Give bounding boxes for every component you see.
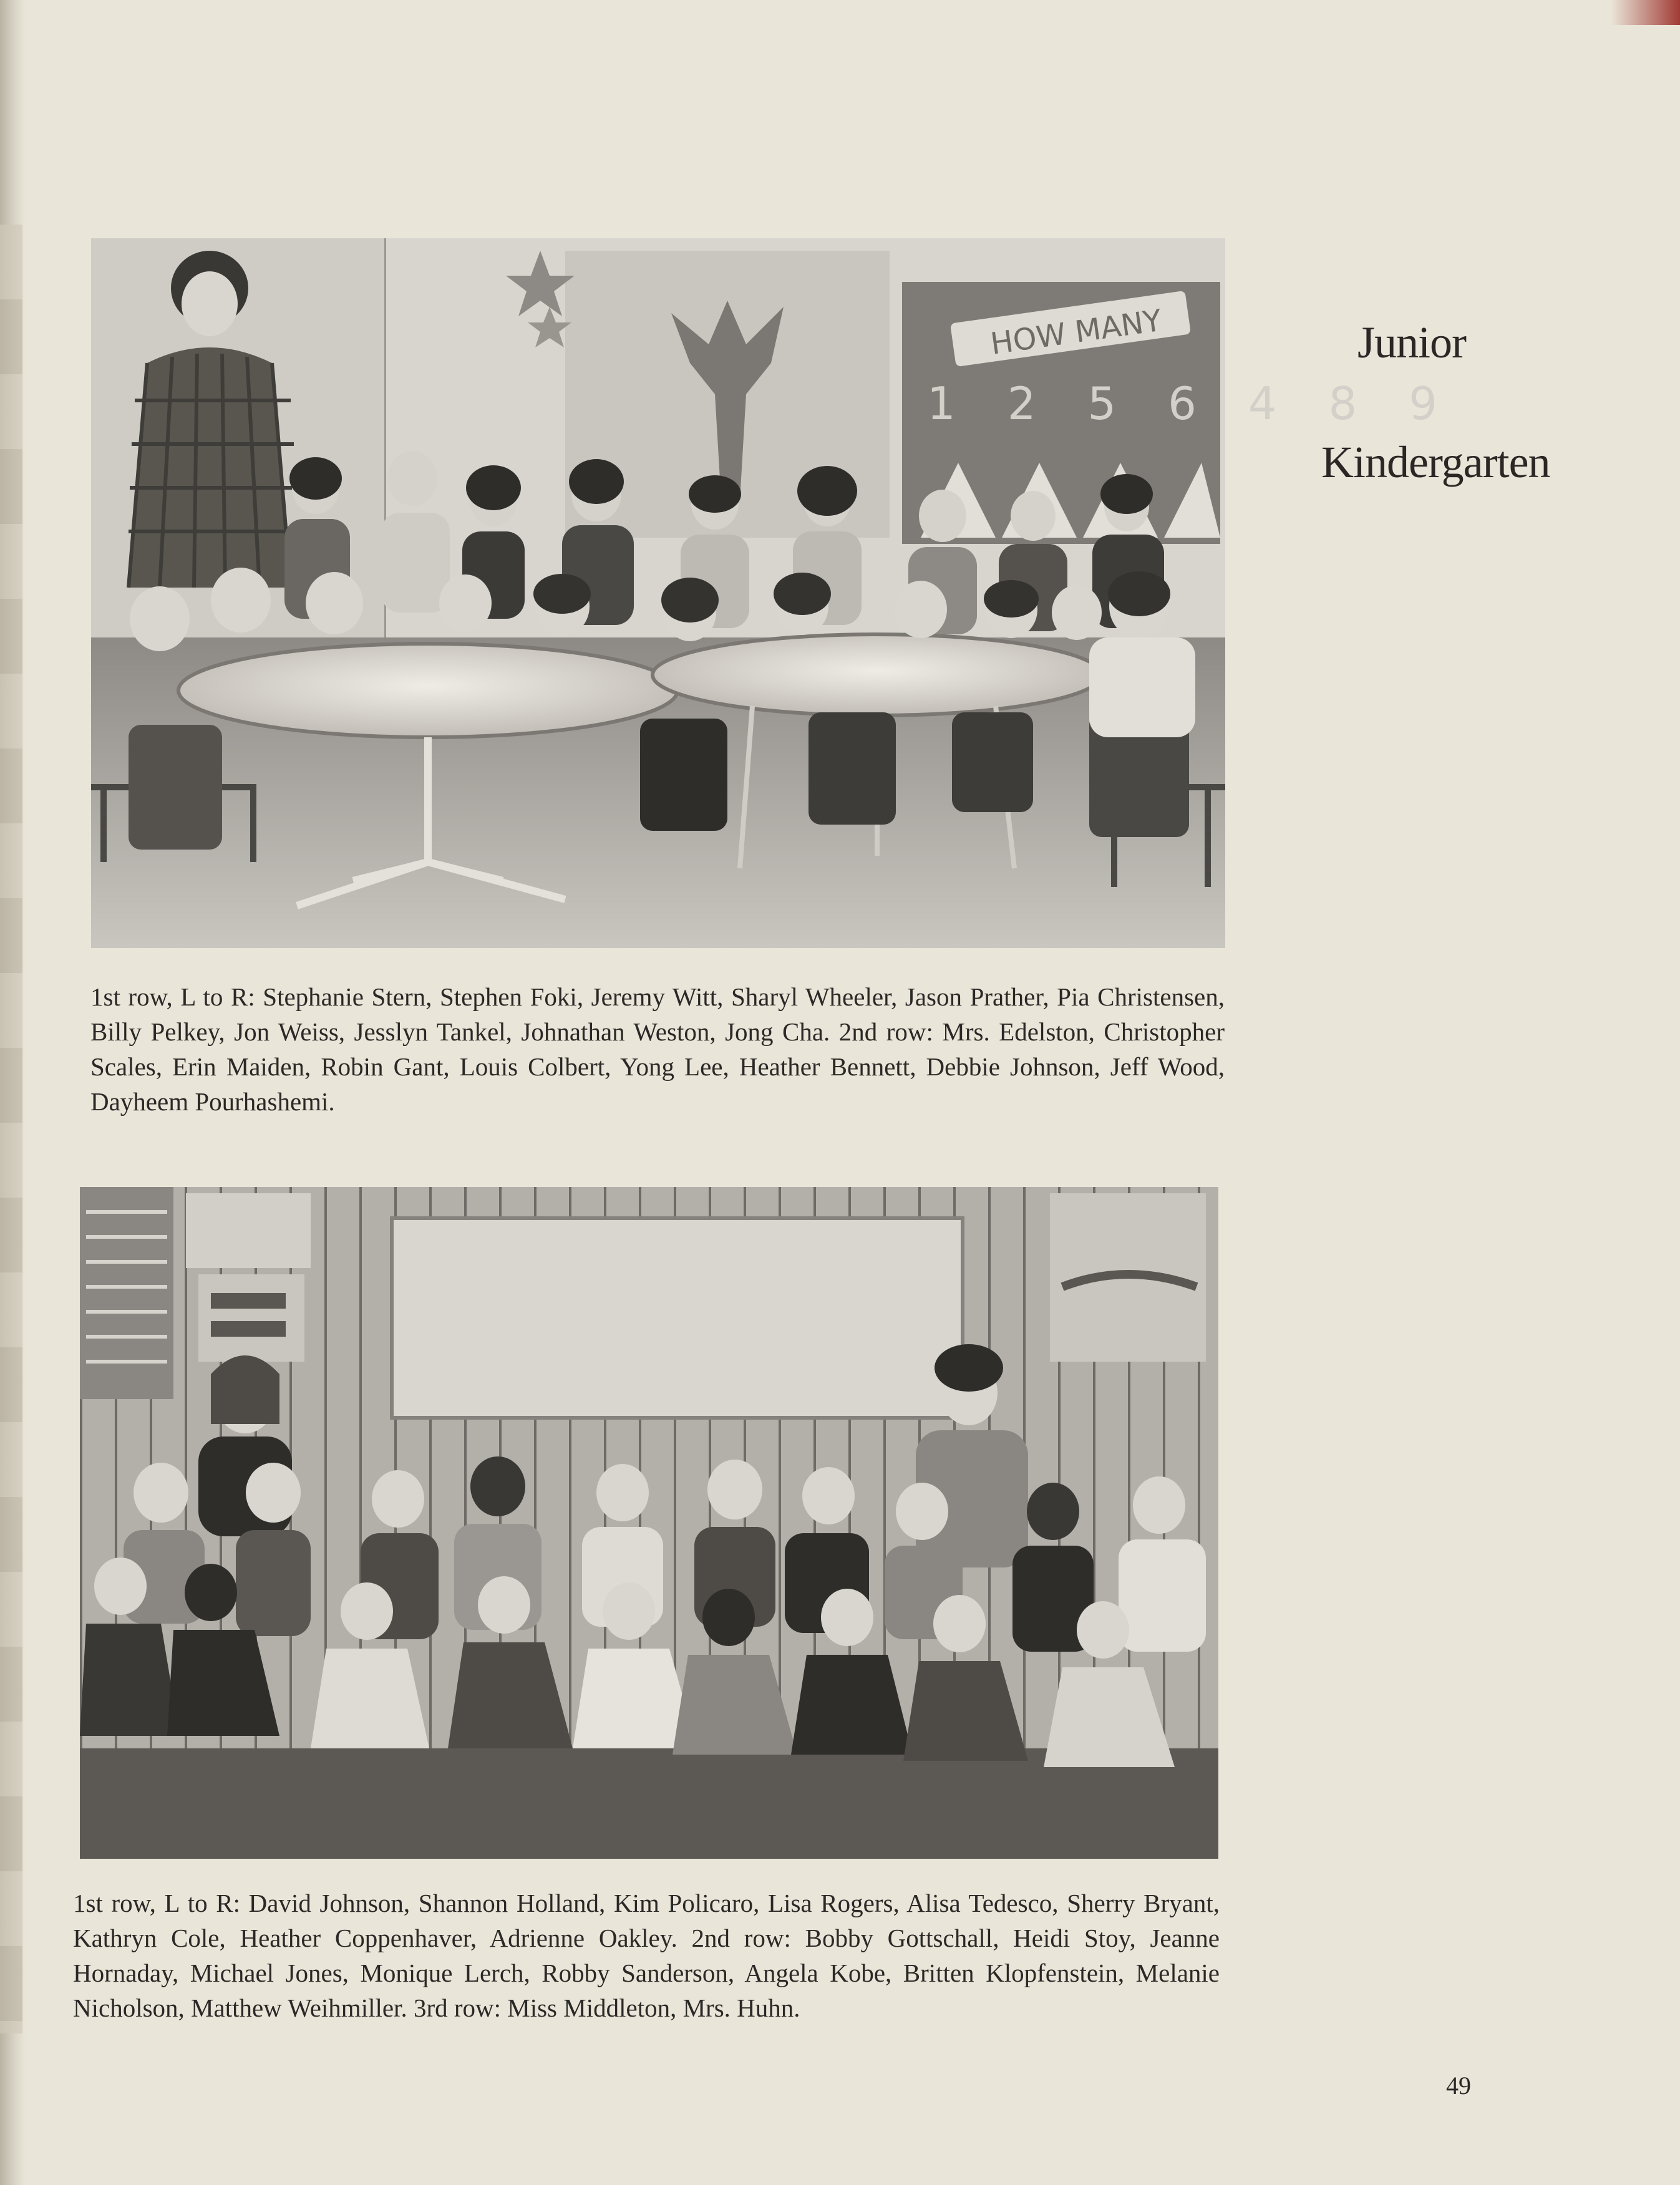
number-sign: 1 2 5 6 4 8 9 <box>927 377 1456 430</box>
photo-1-caption: 1st row, L to R: Stephanie Stern, Stephen Foki, Jeremy Witt, Sharyl Wheeler, Jason Prather, Pia Christensen, Billy Pelkey, Jon Weiss, Jesslyn Tankel, Johnathan Weston, Jong Cha. 2nd row: Mrs. Edelston, Christopher Scales, Erin Maiden, Robin Gant, Louis Colbert, Yong Lee, Heather Bennett, Debbie Johnson, Jeff Wood, Dayheem Pourhashemi. <box>90 982 1225 1116</box>
section-title-junior: Junior <box>1357 317 1466 367</box>
book-cover-edge <box>1611 0 1680 25</box>
page-number: 49 <box>1446 2071 1471 2100</box>
section-title-kindergarten: Kindergarten <box>1321 437 1550 487</box>
photo-2-caption: 1st row, L to R: David Johnson, Shannon Holland, Kim Policaro, Lisa Rogers, Alisa Tedesco, Sherry Bryant, Kathryn Cole, Heather Coppenhaver, Adrienne Oakley. 2nd row: Bobby Gottschall, Heidi Stoy, Jeanne Hornaday, Michael Jones, Monique Lerch, Robby Sanderson, Angela Kobe, Britten Klopfenstein, Melanie Nicholson, Matthew Weihmiller. 3rd row: Miss Middleton, Mrs. Huhn. <box>73 1889 1220 2022</box>
class-photo-carpet <box>80 1187 1218 1859</box>
how-many-sign: HOW MANY <box>988 303 1164 362</box>
facing-page-edge <box>0 225 22 2033</box>
class-photo-carpet-image <box>80 1187 1218 1859</box>
